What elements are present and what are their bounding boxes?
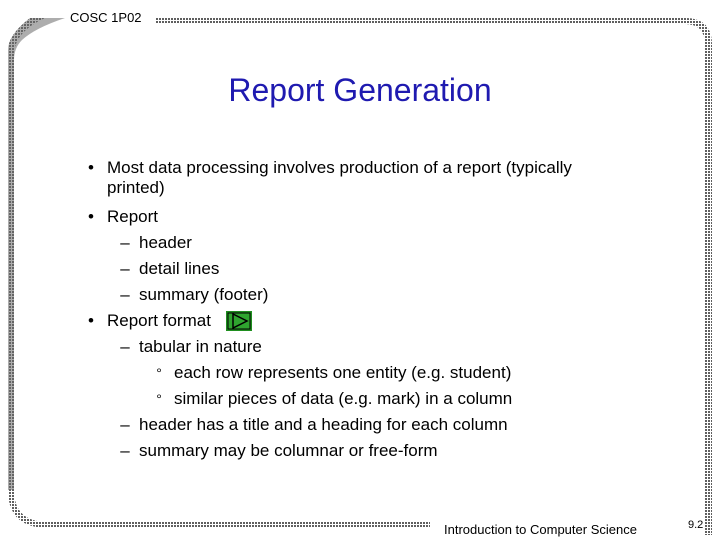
bullet-item xyxy=(82,158,622,198)
bullet-text: summary (footer) xyxy=(139,285,269,304)
sub-bullet-item xyxy=(82,230,622,256)
bullet-marker: • xyxy=(88,158,94,177)
bullet-marker: – xyxy=(120,233,130,252)
bullet-marker: ° xyxy=(156,391,162,407)
bullet-marker: – xyxy=(120,415,130,434)
sub-bullet-item xyxy=(82,438,622,464)
bullet-text: Most data processing involves production of a report (typically printed) xyxy=(107,158,572,197)
bullet-marker: • xyxy=(88,311,94,330)
course-code: COSC 1P02 xyxy=(70,10,142,25)
play-icon xyxy=(226,311,252,331)
sub-sub-bullet-item xyxy=(82,360,622,386)
sub-sub-bullet-item xyxy=(82,386,622,412)
sub-bullet-item xyxy=(82,334,622,360)
bullet-marker: ° xyxy=(156,365,162,381)
sub-bullet-item xyxy=(82,256,622,282)
bullet-marker: • xyxy=(88,207,94,226)
bullet-text: each row represents one entity (e.g. student) xyxy=(174,363,512,382)
bullet-text: header has a title and a heading for each column xyxy=(139,415,508,434)
bullet-text: header xyxy=(139,233,192,252)
bullet-text: similar pieces of data (e.g. mark) in a column xyxy=(174,389,513,408)
bullet-text: detail lines xyxy=(139,259,220,278)
play-button[interactable] xyxy=(226,311,252,329)
slide-title: Report Generation xyxy=(228,72,492,108)
sub-bullet-item xyxy=(82,412,622,438)
bullet-marker: – xyxy=(120,259,130,278)
bullet-marker: – xyxy=(120,285,130,304)
bullet-text: Report xyxy=(107,207,159,226)
slide-content xyxy=(82,158,622,464)
bullet-item xyxy=(82,204,622,230)
sub-bullet-item xyxy=(82,282,622,308)
footer-text: Introduction to Computer Science xyxy=(444,522,637,537)
bullet-marker: – xyxy=(120,441,130,460)
bullet-marker: – xyxy=(120,337,130,356)
slide-number: 9.2 xyxy=(688,519,704,531)
bullet-text: summary may be columnar or free-form xyxy=(139,441,438,460)
bullet-text: tabular in nature xyxy=(139,337,262,356)
bullet-text: Report format xyxy=(107,311,211,330)
bullet-item xyxy=(82,308,622,334)
